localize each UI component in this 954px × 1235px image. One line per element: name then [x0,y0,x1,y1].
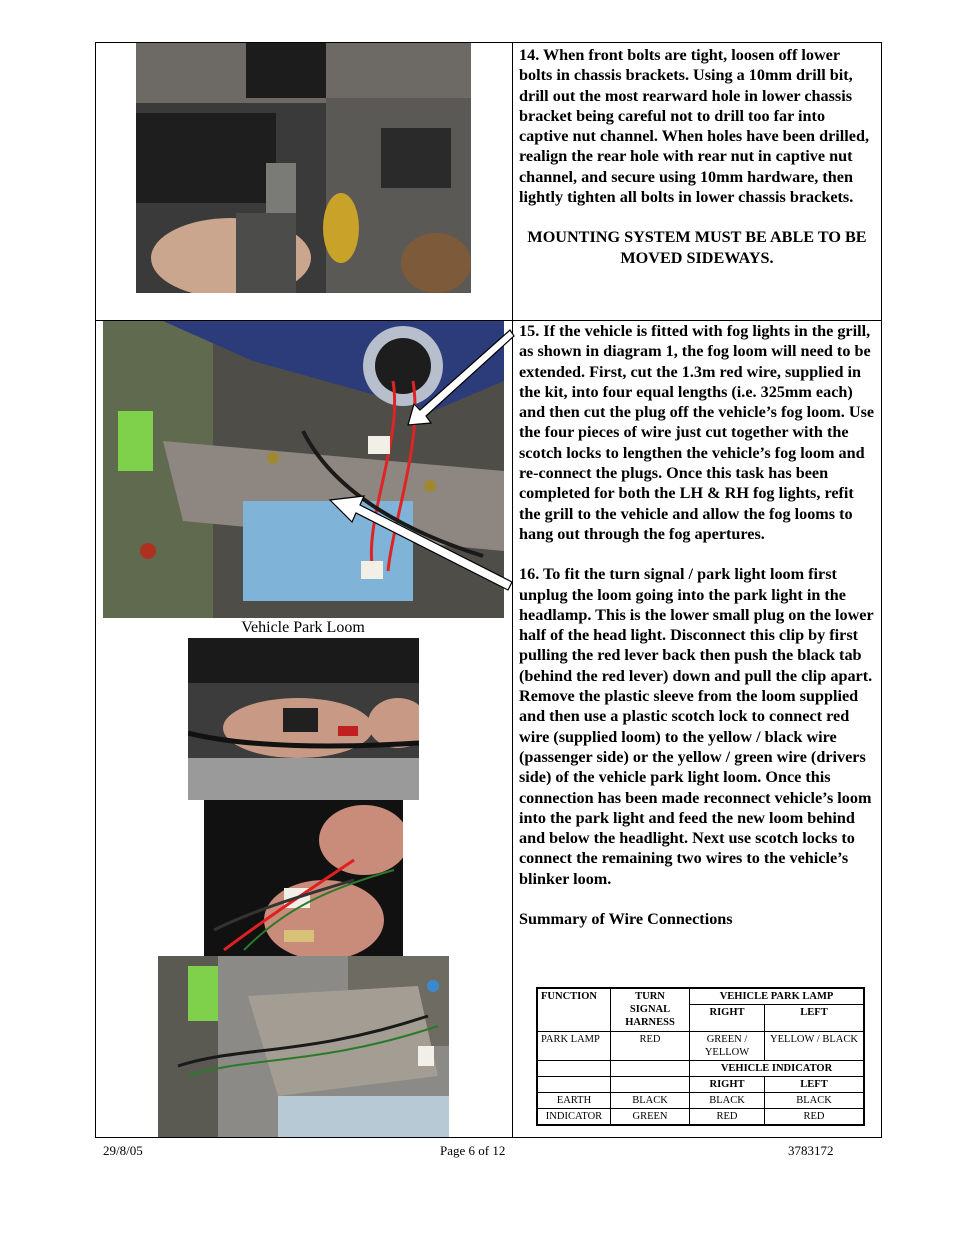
wire-connections-table [536,987,865,1126]
cell-earth-harness: BLACK [611,1093,690,1109]
photo-caption: Vehicle Park Loom [241,619,365,636]
step-16-text: 16. To fit the turn signal / park light loom first unplug the loom going into the park light in the headlamp. This is the lower small plug on the lower half of the head light. Disconnect this clip by first pulling the red lever back then push the black tab (behind the red lever) down and pull the clip apart. Remove the plastic sleeve from the loom supplied and then use a plastic scotch lock to connect red wire (supplied loom) to the yellow / black wire (passenger side) or the yellow / green wire (drivers side) of the vehicle park light loom. Once this connection has been made reconnect vehicle’s loom into the park light and feed the new loom behind and below the headlight. Next use scotch locks to connect the remaining two wires to the vehicle’s blinker loom. [519,565,874,888]
step-15-text: 15. If the vehicle is fitted with fog lights in the grill, as shown in diagram 1, the fog loom will need to be extended. First, cut the 1.3m red wire, supplied in the kit, into four equal lengths (i.e. 325mm each) and then cut the plug off the vehicle’s fog loom. Use the four pieces of wire just cut together with the scotch locks to lengthen the vehicle’s fog loom and re-connect the plugs. Once this task has been completed for both the LH & RH fog lights, refit the grill to the vehicle and allow the fog looms to hang out through the fog apertures. [519,322,875,543]
header-right-indicator: RIGHT [690,1077,765,1093]
arrow-upper-icon [408,330,514,425]
step-14-cell [519,45,875,268]
cell-park-lamp-function: PARK LAMP [537,1032,611,1061]
cell-park-lamp-harness: RED [611,1032,690,1061]
summary-heading: Summary of Wire Connections [519,910,733,929]
arrow-lower-icon [330,496,512,590]
photo-drilling-chassis-bracket [136,43,471,293]
cell-park-lamp-right: GREEN / YELLOW [690,1032,765,1061]
table-row [537,1109,864,1126]
cell-earth-right: BLACK [690,1093,765,1109]
photo-unplug-loom [188,638,419,800]
cell-indicator-right: RED [690,1109,765,1126]
table-row [537,1093,864,1109]
step-15-16-cell [519,321,875,929]
photo-scotch-lock [204,800,403,956]
footer-document-number: 3783172 [788,1143,834,1158]
cell-earth-function: EARTH [537,1093,611,1109]
footer-page-number: Page 6 of 12 [440,1143,506,1158]
table-row [537,1077,864,1093]
cell-park-lamp-left: YELLOW / BLACK [765,1032,865,1061]
cell-indicator-left: RED [765,1109,865,1126]
header-vehicle-indicator: VEHICLE INDICATOR [690,1061,865,1077]
footer-date: 29/8/05 [103,1143,143,1158]
header-left: LEFT [765,1005,865,1032]
header-turn-signal-harness: TURN SIGNAL HARNESS [611,988,690,1032]
cell-indicator-function: INDICATOR [537,1109,611,1126]
header-function: FUNCTION [537,988,611,1032]
header-left-indicator: LEFT [765,1077,865,1093]
table-row [537,1032,864,1061]
table-row [537,1061,864,1077]
photo-blinker-loom [158,956,449,1137]
header-right: RIGHT [690,1005,765,1032]
annotation-arrows [300,320,530,610]
step-14-warning: MOUNTING SYSTEM MUST BE ABLE TO BE MOVED SIDEWAYS. [527,228,867,267]
cell-indicator-harness: GREEN [611,1109,690,1126]
cell-earth-left: BLACK [765,1093,865,1109]
header-vehicle-park-lamp: VEHICLE PARK LAMP [690,988,865,1005]
table-row [537,988,864,1005]
step-14-text: 14. When front bolts are tight, loosen off lower bolts in chassis brackets. Using a 10mm drill bit, drill out the most rearward hole in lower chassis bracket being careful not to drill too far into captive nut channel. When holes have been drilled, realign the rear hole with rear nut in captive nut channel, and secure using 10mm hardware, then lightly tighten all bolts in lower chassis brackets. [519,46,870,207]
